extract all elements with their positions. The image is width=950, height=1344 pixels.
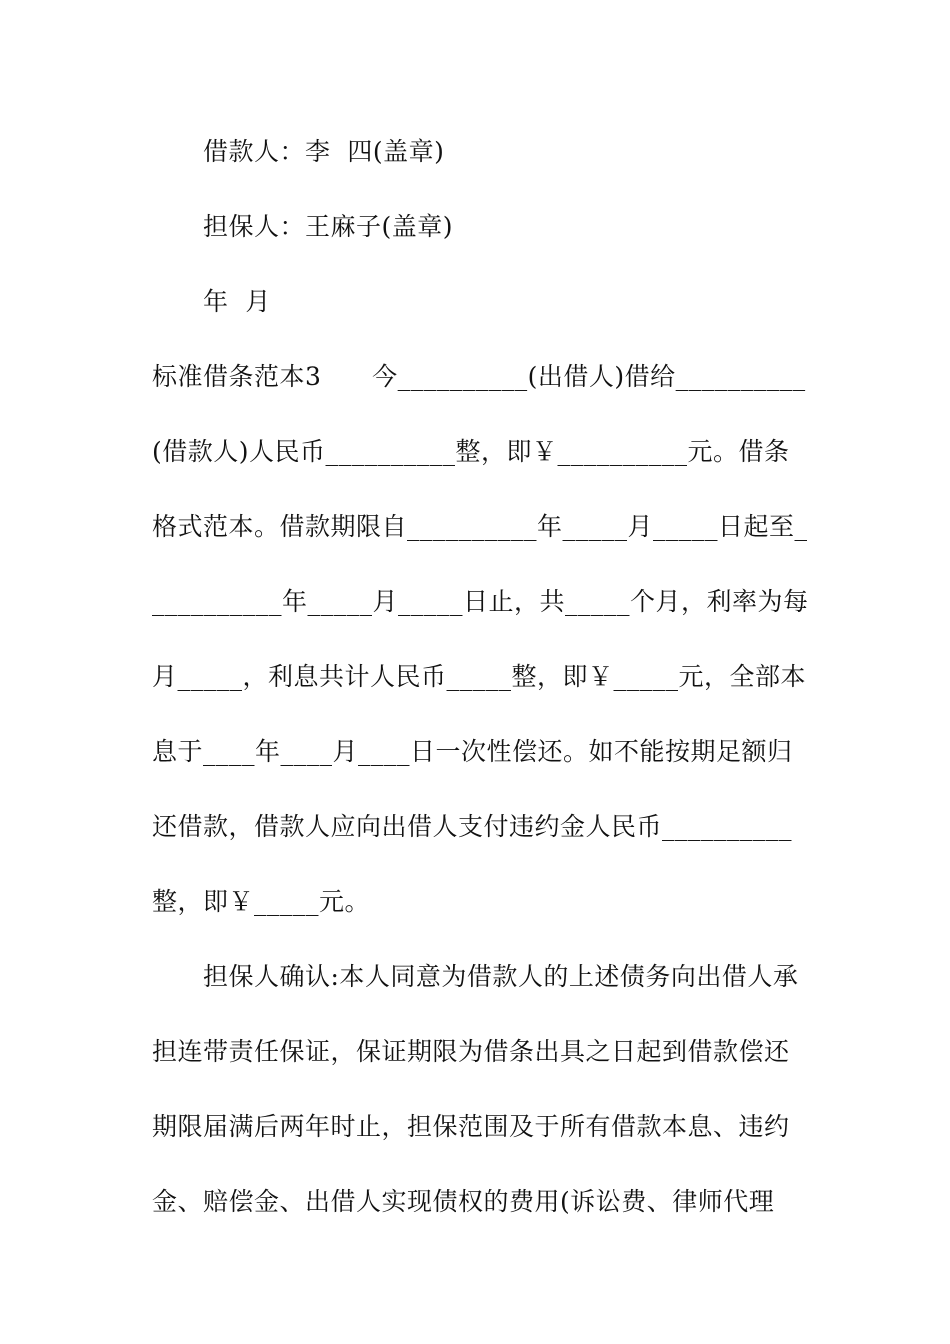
body-text-line: 息于____年____月____日一次性偿还。如不能按期足额归 bbox=[152, 737, 793, 766]
body-text-line: 月_____，利息共计人民币_____整，即￥_____元，全部本 bbox=[152, 662, 807, 691]
body-text-line: 担连带责任保证，保证期限为借条出具之日起到借款偿还 bbox=[152, 1037, 790, 1066]
body-text-line: 还借款，借款人应向出借人支付违约金人民币__________ bbox=[152, 812, 793, 841]
borrower-signature-line: 借款人：李 四(盖章) bbox=[203, 137, 445, 166]
body-text-line: 期限届满后两年时止，担保范围及于所有借款本息、违约 bbox=[152, 1112, 790, 1141]
body-text-line: 金、赔偿金、出借人实现债权的费用(诉讼费、律师代理 bbox=[152, 1187, 775, 1216]
body-text-line: 整，即￥_____元。 bbox=[152, 887, 371, 916]
body-text-line: 格式范本。借款期限自__________年_____月_____日起至_ bbox=[152, 512, 808, 541]
body-text-line: (借款人)人民币__________整，即￥__________元。借条 bbox=[152, 437, 790, 466]
guarantor-confirmation-line: 担保人确认:本人同意为借款人的上述债务向出借人承 bbox=[203, 962, 799, 991]
template-heading-line: 标准借条范本3 今__________(出借人)借给__________ bbox=[152, 362, 806, 391]
body-text-line: __________年_____月_____日止，共_____个月，利率为每 bbox=[152, 587, 809, 616]
guarantor-signature-line: 担保人：王麻子(盖章) bbox=[203, 212, 454, 241]
date-line: 年 月 bbox=[203, 287, 271, 316]
